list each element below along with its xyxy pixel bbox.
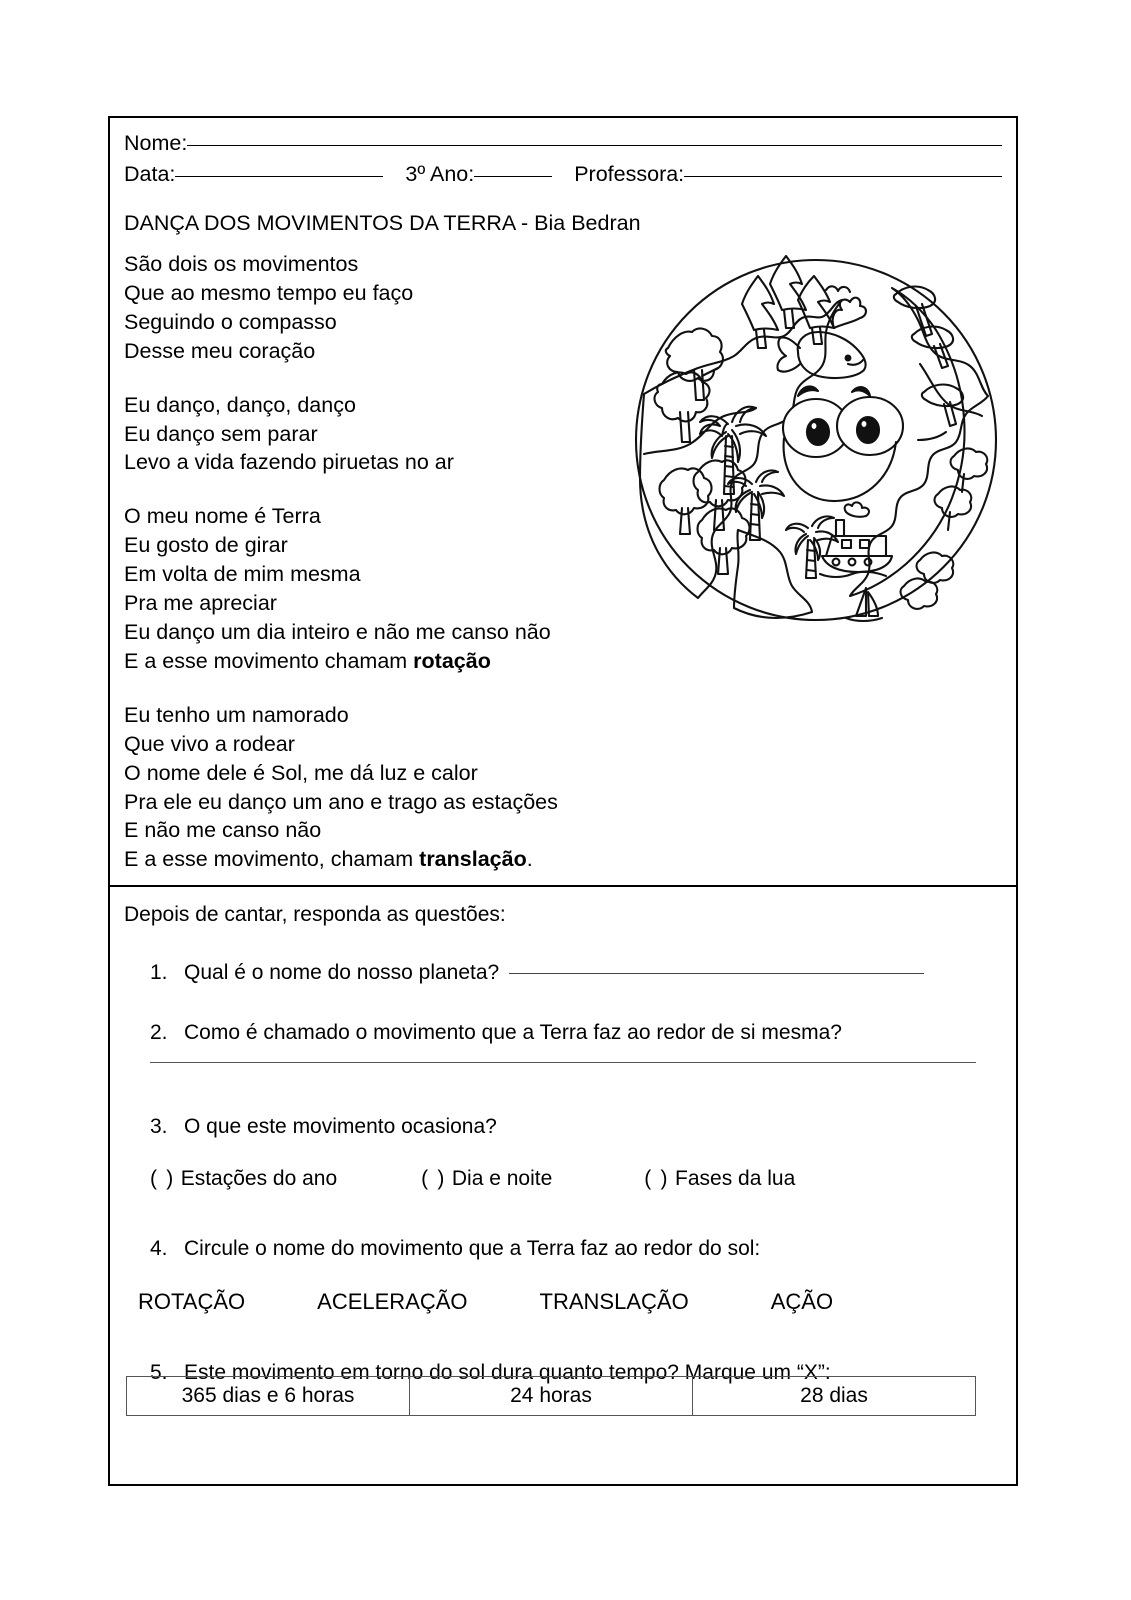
questions-intro: Depois de cantar, responda as questões: [124, 903, 506, 926]
question-5-table [126, 1376, 976, 1416]
maple-tree-left [666, 329, 723, 400]
lyric-text: E a esse movimento, chamam [124, 847, 420, 872]
spacer [245, 1289, 317, 1315]
teacher-label: Professora: [574, 161, 685, 186]
bush-tree-2 [694, 460, 746, 530]
spacer [124, 1139, 1002, 1167]
worksheet-page [108, 116, 1018, 1486]
lyric-line: Eu danço, danço, danço [124, 392, 356, 417]
grade-input-line[interactable] [474, 175, 552, 177]
date-input-line[interactable] [175, 175, 383, 177]
continent-south [734, 530, 812, 618]
lyric-line: Pra ele eu danço um ano e trago as estações [124, 789, 558, 814]
table-cell-365-dias[interactable]: 365 dias e 6 horas [127, 1377, 410, 1415]
lyric-line: Que ao mesmo tempo eu faço [124, 280, 414, 305]
spacer [124, 985, 1002, 1021]
coastline-right-detail-2 [918, 432, 946, 440]
eye-glint-left [811, 422, 818, 430]
smile [784, 438, 896, 501]
tree-branch [702, 368, 718, 376]
option-estacoes-do-ano[interactable] [150, 1167, 337, 1191]
spacer [468, 1289, 540, 1315]
checkbox-paren[interactable]: ( ) [644, 1167, 670, 1190]
name-input-line[interactable] [187, 144, 1002, 146]
stanza-3 [124, 502, 654, 675]
lyric-line: O nome dele é Sol, me dá luz e calor [124, 760, 478, 785]
grade-label: 3º Ano: [405, 161, 475, 186]
lyric-line: Seguindo o compasso [124, 309, 337, 334]
student-header [110, 118, 1016, 189]
eye-left-white [783, 399, 849, 457]
bush-tree-3 [698, 508, 750, 574]
option-label: Dia e noite [451, 1167, 553, 1190]
word-translacao[interactable]: TRANSLAÇÃO [539, 1289, 689, 1314]
lyric-line: Eu danço sem parar [124, 421, 318, 446]
question-4 [124, 1237, 1002, 1261]
date-label: Data: [124, 161, 176, 186]
spacer [124, 1261, 1002, 1289]
name-label: Nome: [124, 131, 188, 155]
shrub-right-3 [917, 553, 954, 583]
table-cell-28-dias[interactable]: 28 dias [800, 1384, 868, 1407]
eyebrow-right [852, 387, 870, 396]
palm-tree-big [700, 407, 766, 494]
lyric-line: Que vivo a rodear [124, 731, 295, 756]
globe-outline [636, 260, 996, 620]
palm-tree-small [786, 516, 838, 578]
question-text: Como é chamado o movimento que a Terra faz ao redor de si mesma? [184, 1021, 842, 1044]
question-number: 2. [150, 1021, 168, 1044]
lyric-line-translacao [124, 845, 654, 874]
lyric-line: Pra me apreciar [124, 591, 277, 616]
coastline-right-detail [920, 364, 982, 416]
whale [777, 298, 866, 378]
lyric-line: Desse meu coração [124, 338, 316, 363]
word-aceleracao[interactable]: ACELERAÇÃO [317, 1289, 468, 1314]
shrub-right-1 [951, 449, 988, 492]
palm-tree-mid [728, 470, 784, 540]
eye-glint-right [861, 420, 868, 428]
question-text: O que este movimento ocasiona? [184, 1115, 497, 1138]
question-3 [124, 1115, 1002, 1139]
continent-right [850, 288, 988, 596]
question-text: Circule o nome do movimento que a Terra faz ao redor do sol: [184, 1237, 761, 1260]
keyword-translacao: translação [419, 847, 527, 872]
question-4-words [124, 1289, 1002, 1315]
date-grade-teacher-row [124, 159, 1002, 190]
option-dia-e-noite[interactable] [421, 1167, 552, 1191]
lyric-line: São dois os movimentos [124, 252, 359, 277]
pupil-right [857, 417, 879, 443]
lyric-line: Em volta de mim mesma [124, 562, 361, 587]
option-label: Estações do ano [180, 1167, 338, 1190]
keyword-rotacao: rotação [413, 648, 491, 673]
stanza-1 [124, 250, 654, 366]
mushroom-tree-2 [912, 327, 953, 368]
stanza-4 [124, 701, 654, 874]
hair-squiggle [826, 286, 850, 292]
lyric-line: Eu tenho um namorado [124, 702, 349, 727]
boat-smoke [845, 502, 869, 516]
spacer [124, 1191, 1002, 1237]
spacer [337, 1167, 421, 1191]
spacer [552, 1167, 644, 1191]
question-number: 5. [150, 1361, 168, 1384]
checkbox-paren[interactable]: ( ) [150, 1167, 175, 1190]
lyric-line: Levo a vida fazendo piruetas no ar [124, 450, 454, 475]
pine-trees-top [742, 256, 834, 348]
name-row [124, 128, 1002, 159]
option-fases-da-lua[interactable] [644, 1167, 795, 1191]
word-acao[interactable]: AÇÃO [770, 1289, 834, 1314]
option-label: Fases da lua [675, 1167, 796, 1190]
eyebrow-left [798, 386, 818, 396]
mushroom-tree-1 [894, 287, 935, 336]
question-number: 4. [150, 1237, 168, 1260]
questions-section [110, 887, 1016, 1385]
song-lyrics [110, 236, 668, 874]
sailboat [846, 588, 882, 621]
lyric-line-rotacao [124, 647, 654, 676]
table-cell-24-horas[interactable]: 24 horas [410, 1377, 693, 1415]
question-1 [124, 961, 1002, 985]
question-3-options [124, 1167, 1002, 1191]
lyric-line: O meu nome é Terra [124, 504, 321, 529]
answer-line-q1[interactable] [509, 972, 924, 974]
shrub-right-2 [935, 487, 972, 530]
whale-mouth [848, 360, 863, 365]
water-line [820, 572, 886, 577]
teacher-input-line[interactable] [684, 175, 1002, 177]
whale-spout [833, 298, 866, 328]
continent-left [640, 300, 842, 598]
lyric-line: Eu danço um dia inteiro e não me canso não [124, 620, 551, 644]
lyric-text: E a esse movimento chamam [124, 648, 414, 673]
earth-illustration [620, 244, 1010, 626]
question-number: 3. [150, 1115, 168, 1138]
lyric-tail: . [526, 847, 533, 872]
question-2 [124, 1021, 1002, 1045]
question-text: Qual é o nome do nosso planeta? [184, 961, 500, 984]
checkbox-paren[interactable]: ( ) [421, 1167, 447, 1190]
spacer [689, 1289, 771, 1315]
whale-eye [846, 356, 851, 361]
stanza-2 [124, 391, 654, 478]
lyric-line: Eu gosto de girar [124, 533, 288, 558]
pupil-left [807, 419, 829, 445]
spacer [124, 1063, 1002, 1115]
question-text: Este movimento em torno do sol dura quanto tempo? Marque um “X”: [184, 1361, 831, 1384]
word-rotacao[interactable]: ROTAÇÃO [138, 1289, 246, 1314]
shrub-right-4 [901, 579, 938, 609]
sailboat-water [846, 618, 882, 621]
lyric-line: E não me canso não [124, 818, 322, 843]
song-title: DANÇA DOS MOVIMENTOS DA TERRA - Bia Bedran [124, 211, 641, 236]
steamboat [820, 502, 892, 577]
eye-right-white [837, 397, 903, 455]
mushroom-tree-3 [922, 385, 963, 426]
spacer [124, 1315, 1002, 1361]
question-number: 1. [150, 961, 168, 984]
